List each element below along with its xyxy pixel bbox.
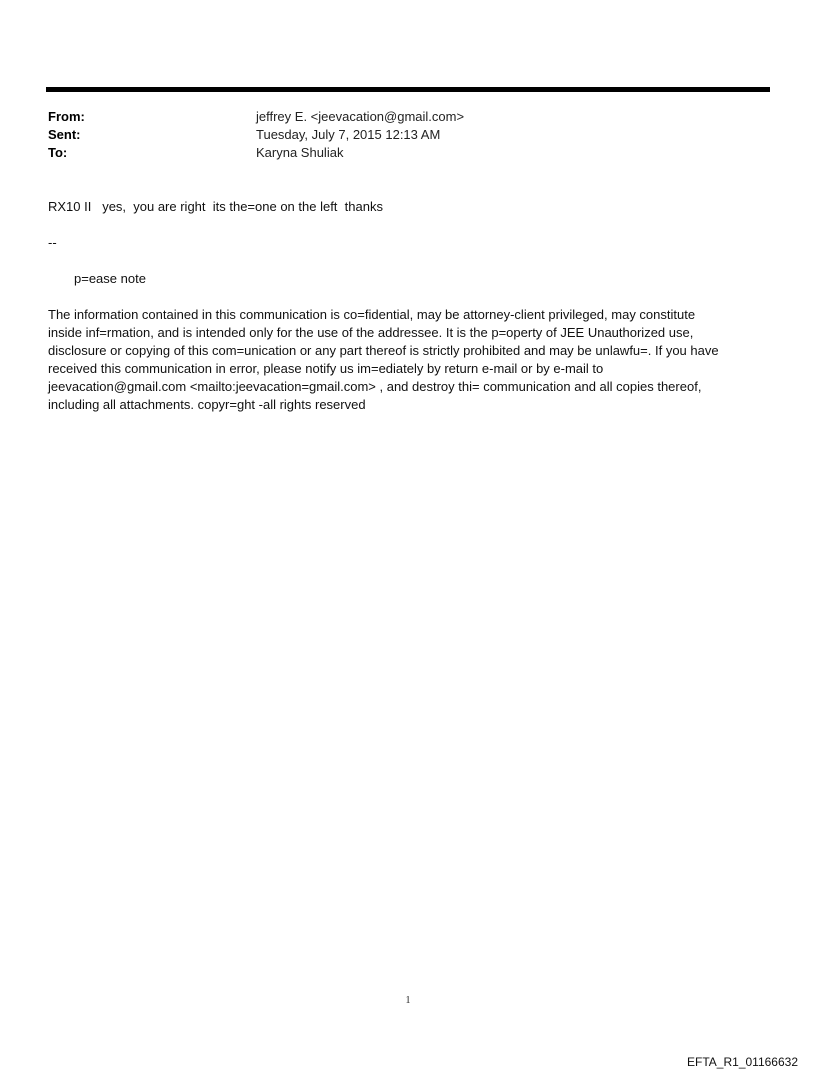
disclaimer-line: disclosure or copying of this com=unication or any part thereof is strictly prohibited and may be unlawfu=. If you have: [48, 343, 719, 358]
from-value: jeffrey E. <jeevacation@gmail.com>: [256, 109, 465, 124]
disclaimer-line: including all attachments. copyr=ght -all rights reserved: [48, 397, 366, 412]
from-row: [48, 108, 748, 126]
email-header: [48, 108, 748, 162]
disclaimer-line: The information contained in this communication is co=fidential, may be attorney-client privileged, may constitute: [48, 307, 696, 322]
sent-label: Sent:: [48, 127, 81, 142]
header-divider-rule: [46, 87, 770, 92]
to-label: To:: [48, 145, 68, 160]
disclaimer-line: inside inf=rmation, and is intended only for the use of the addressee. It is the p=operty of JEE Unauthorized use,: [48, 325, 694, 340]
document-id: EFTA_R1_01166632: [687, 1055, 798, 1069]
message-body: RX10 II yes, you are right its the=one on the left thanks: [48, 199, 383, 214]
page-number: 1: [405, 995, 411, 1006]
sent-value: Tuesday, July 7, 2015 12:13 AM: [256, 127, 441, 142]
sent-row: [48, 126, 748, 144]
note-label: p=ease note: [74, 271, 146, 286]
to-value: Karyna Shuliak: [256, 145, 344, 160]
from-label: From:: [48, 109, 85, 124]
to-row: [48, 144, 748, 162]
disclaimer-line: jeevacation@gmail.com <mailto:jeevacation=gmail.com> , and destroy thi= communication and all copies thereof,: [48, 379, 702, 394]
confidentiality-disclaimer: [48, 306, 768, 414]
signature-separator: --: [48, 235, 57, 250]
disclaimer-line: received this communication in error, please notify us im=ediately by return e-mail or by e-mail to: [48, 361, 604, 376]
